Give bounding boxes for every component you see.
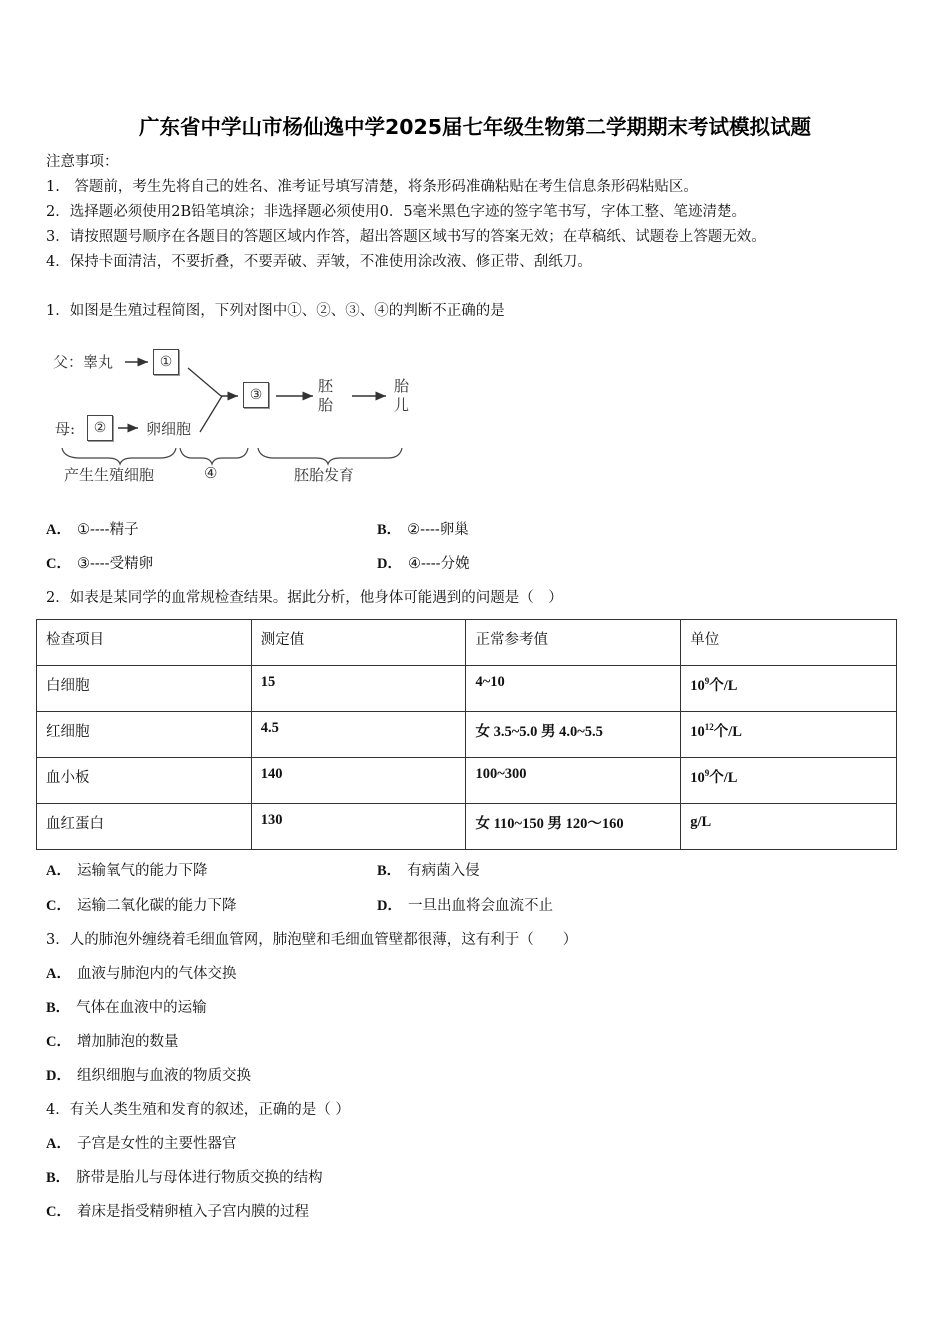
q2-option-b[interactable] [377,861,480,881]
option-text: 气体在血液中的运输 [76,1000,207,1016]
option-text: ①----精子 [76,522,139,538]
option-letter: D． [377,898,402,914]
option-text: 运输二氧化碳的能力下降 [76,898,237,914]
q4-option-a[interactable] [46,1134,236,1154]
question-2-stem: 2．如表是某同学的血常规检查结果。据此分析，他身体可能遇到的问题是（ ） [46,590,563,606]
option-text: 着床是指受精卵植入子宫内膜的过程 [76,1204,309,1220]
value-cell: 130 [251,804,466,850]
option-text: 运输氧气的能力下降 [76,863,208,879]
value-cell: 4.5 [251,712,466,758]
value-cell: 140 [251,758,466,804]
option-text: 一旦出血将会血流不止 [407,898,553,914]
notice-item: 4．保持卡面清洁，不要折叠，不要弄破、弄皱，不准使用涂改液、修正带、刮纸刀。 [46,254,592,270]
stage-gamete-production: 产生生殖细胞 [64,466,155,484]
unit-cell: $10^9$个/L [681,758,897,804]
stage-4: ④ [204,464,218,482]
father-label: 父：睾丸 [53,353,114,371]
q3-option-b[interactable] [46,998,207,1018]
option-letter: C． [46,1034,71,1050]
option-letter: D． [377,556,402,572]
question-4-stem: 4．有关人类生殖和发育的叙述，正确的是（ ） [46,1102,350,1118]
reference-cell: 4~10 [466,666,681,712]
q4-option-c[interactable] [46,1202,309,1222]
notice-heading: 注意事项： [46,154,119,170]
option-text: ②----卵巢 [407,522,469,538]
header-cell: 检查项目 [37,620,252,666]
option-letter: A． [46,863,71,879]
table-row [37,666,897,712]
box-2: ② [87,415,113,441]
fetus-label-bottom: 儿 [394,396,410,414]
question-3-stem: 3．人的肺泡外缠绕着毛细血管网，肺泡壁和毛细血管壁都很薄，这有利于（ ） [46,932,578,948]
option-text: 子宫是女性的主要性器官 [76,1136,237,1152]
reference-cell: 女 3.5~5.0 男 4.0~5.5 [466,712,681,758]
option-letter: C． [46,898,71,914]
item-cell: 血小板 [37,758,252,804]
header-cell: 测定值 [251,620,466,666]
q3-option-c[interactable] [46,1032,178,1052]
option-letter: B． [46,1170,71,1186]
reference-cell: 女 110~150 男 120～160 [466,804,681,850]
q3-option-a[interactable] [46,964,236,984]
unit-cell: g/L [681,804,897,850]
option-letter: A． [46,1136,71,1152]
option-text: 脐带是胎儿与母体进行物质交换的结构 [76,1170,323,1186]
mother-label: 母: [55,420,76,438]
q3-option-d[interactable] [46,1066,251,1086]
embryo-label-top: 胚 [318,377,334,395]
option-text: 组织细胞与血液的物质交换 [76,1068,251,1084]
table-header-row [37,620,897,666]
item-cell: 血红蛋白 [37,804,252,850]
value-cell: 15 [251,666,466,712]
box-1: ① [153,349,179,375]
embryo-label-bottom: 胎 [318,396,334,414]
q2-option-c[interactable] [46,896,236,916]
option-text: ④----分娩 [407,556,470,572]
table-row [37,712,897,758]
q2-option-d[interactable] [377,896,553,916]
stage-embryo-development: 胚胎发育 [294,466,355,484]
option-text: 血液与肺泡内的气体交换 [76,966,237,982]
option-letter: A． [46,966,71,982]
q1-option-b[interactable] [377,520,469,540]
question-1-stem: 1．如图是生殖过程简图，下列对图中①、②、③、④的判断不正确的是 [46,303,505,319]
option-letter: B． [46,1000,71,1016]
unit-cell: $10^9$个/L [681,666,897,712]
option-letter: A． [46,522,71,538]
q1-option-d[interactable] [377,554,470,574]
table-row [37,758,897,804]
option-letter: B． [377,522,402,538]
unit-cell: $10^{12}$个/L [681,712,897,758]
egg-label: 卵细胞 [146,420,192,438]
notice-item: 2．选择题必须使用2B铅笔填涂；非选择题必须使用0．5毫米黑色字迹的签字笔书写，字体工整、笔迹清楚。 [46,204,747,220]
exam-title: 广东省中学山市杨仙逸中学2025届七年级生物第二学期期末考试模拟试题 [138,115,812,139]
fetus-label-top: 胎 [394,377,410,395]
box-3: ③ [243,382,269,408]
item-cell: 红细胞 [37,712,252,758]
q4-option-b[interactable] [46,1168,323,1188]
option-letter: C． [46,556,71,572]
option-text: ③----受精卵 [76,556,154,572]
option-letter: C． [46,1204,71,1220]
reproduction-diagram [50,340,430,490]
option-text: 有病菌入侵 [407,863,480,879]
table-row [37,804,897,850]
q1-option-c[interactable] [46,554,153,574]
option-text: 增加肺泡的数量 [76,1034,179,1050]
notice-item: 1. 答题前，考生先将自己的姓名、准考证号填写清楚，将条形码准确粘贴在考生信息条形码粘贴区。 [46,179,698,195]
option-letter: B． [377,863,402,879]
item-cell: 白细胞 [37,666,252,712]
header-cell: 单位 [681,620,897,666]
option-letter: D． [46,1068,71,1084]
q1-option-a[interactable] [46,520,139,540]
reference-cell: 100~300 [466,758,681,804]
notice-item: 3．请按照题号顺序在各题目的答题区域内作答，超出答题区域书写的答案无效；在草稿纸、试题卷上答题无效。 [46,229,766,245]
q2-option-a[interactable] [46,861,207,881]
header-cell: 正常参考值 [466,620,681,666]
blood-test-table [36,619,897,850]
